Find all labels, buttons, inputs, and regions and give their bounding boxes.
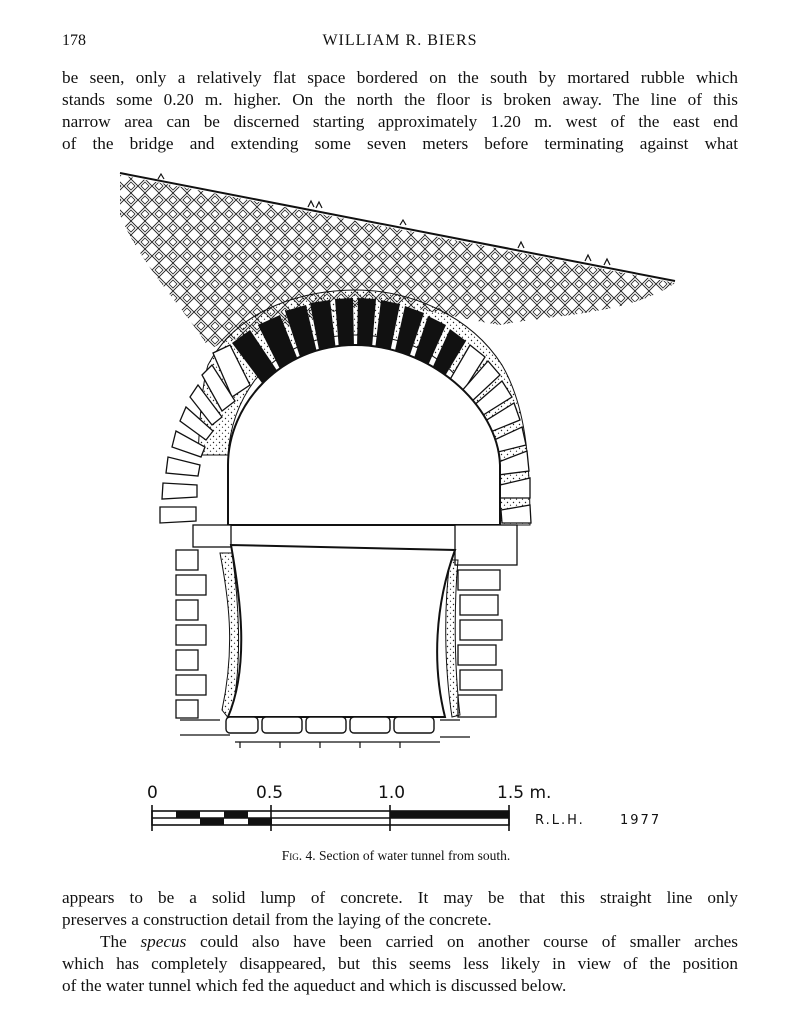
drawing-credit: R.L.H. bbox=[535, 813, 585, 828]
figure-caption-text: Section of water tunnel from south. bbox=[319, 848, 511, 863]
text-line: stands some 0.20 m. higher. On the north the floor is broken away. The line of this bbox=[62, 90, 738, 109]
italic-term: specus bbox=[140, 932, 187, 951]
text-line: which has completely disappeared, but this seems less likely in view of the position bbox=[62, 954, 738, 973]
drawing-year: 1977 bbox=[620, 813, 662, 828]
scale-label-05: 0.5 bbox=[256, 783, 284, 803]
scale-bar bbox=[147, 783, 661, 831]
tunnel-channel bbox=[228, 545, 455, 717]
paragraph-3 bbox=[62, 931, 738, 997]
scale-label-0: 0 bbox=[147, 783, 158, 803]
text-line: The specus could also have been carried on another course of smaller arches bbox=[100, 932, 738, 951]
tunnel-floor bbox=[226, 717, 434, 733]
page-number: 178 bbox=[62, 32, 86, 49]
figure-label: Fig. 4. bbox=[281, 848, 316, 863]
text-line: appears to be a solid lump of concrete. It may be that this straight line only bbox=[62, 888, 738, 907]
paragraph-1 bbox=[62, 67, 738, 155]
page-header bbox=[62, 32, 738, 54]
text-line: preserves a construction detail from the laying of the concrete. bbox=[62, 910, 492, 929]
text-line: of the bridge and extending some seven meters before terminating against what bbox=[62, 134, 738, 153]
figure-caption bbox=[0, 848, 792, 864]
text-line: of the water tunnel which fed the aqueduct and which is discussed below. bbox=[62, 976, 567, 995]
scale-label-10: 1.0 bbox=[378, 783, 406, 803]
tunnel-section-figure bbox=[110, 165, 690, 845]
running-head: WILLIAM R. BIERS bbox=[322, 32, 478, 49]
tunnel-section-drawing bbox=[110, 165, 690, 845]
paragraph-2 bbox=[62, 887, 738, 931]
text-line: be seen, only a relatively flat space bordered on the south by mortared rubble which bbox=[62, 68, 738, 87]
text-line: narrow area can be discerned starting approximately 1.20 m. west of the east end bbox=[62, 112, 738, 131]
scale-label-15: 1.5 m. bbox=[497, 783, 552, 803]
